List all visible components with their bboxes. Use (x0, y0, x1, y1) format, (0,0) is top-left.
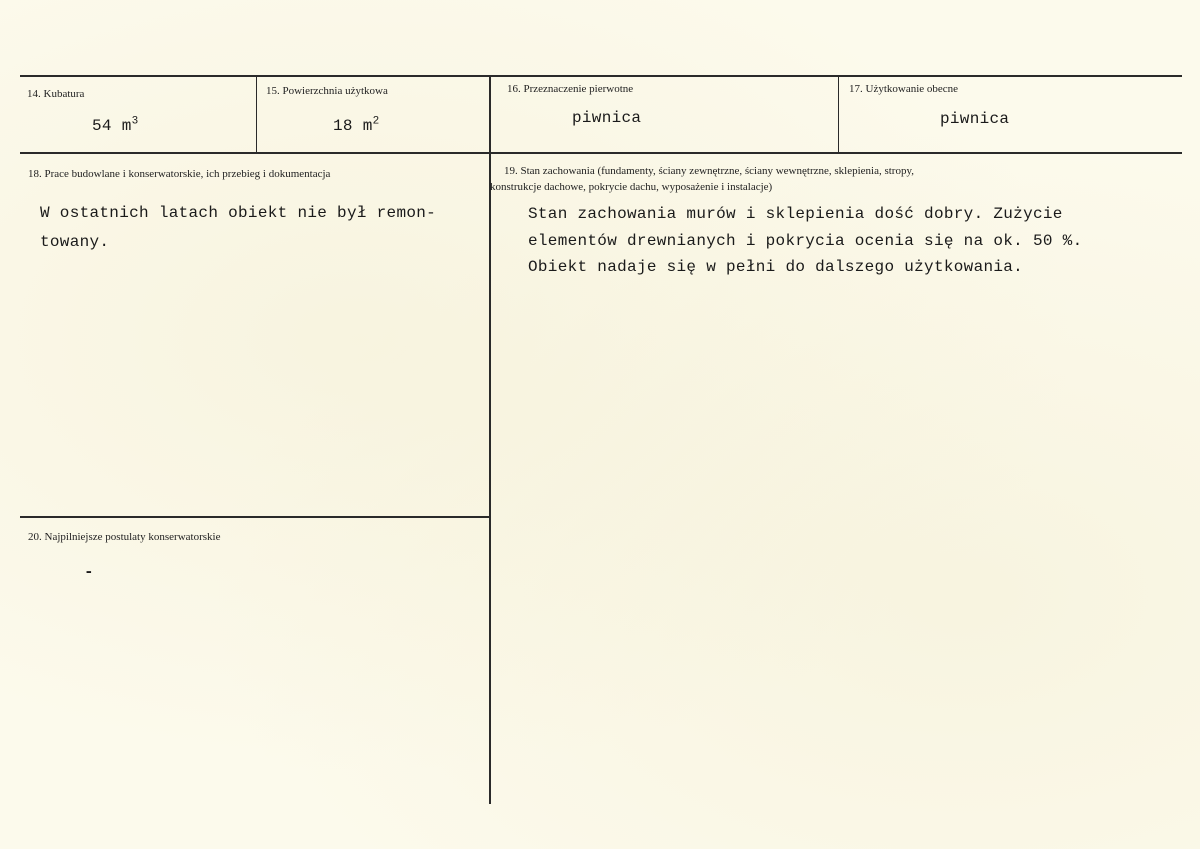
przeznaczenie-label: 16. Przeznaczenie pierwotne (507, 83, 634, 95)
kubatura-unit-exponent: 3 (131, 115, 139, 128)
top-rule (20, 75, 1182, 77)
divider-16-17 (838, 77, 839, 153)
powierzchnia-unit: m (362, 117, 373, 135)
uzytkowanie-label: 17. Użytkowanie obecne (849, 83, 959, 95)
powierzchnia-label: 15. Powierzchnia użytkowa (266, 85, 388, 97)
kubatura-number: 54 (92, 117, 112, 135)
przeznaczenie-value: piwnica (572, 109, 642, 127)
kubatura-label: 14. Kubatura (27, 88, 85, 100)
divider-14-15 (256, 77, 257, 153)
stan-label-line-1: 19. Stan zachowania (fundamenty, ściany zewnętrzne, ściany wewnętrzne, sklepienia, stropy, (504, 165, 915, 177)
stan-line-2: elementów drewnianych i pokrycia ocenia się na ok. 50 %. (528, 232, 1083, 250)
powierzchnia-value (333, 117, 380, 135)
stan-label-line-2: konstrukcje dachowe, pokrycie dachu, wyposażenie i instalacje) (490, 181, 773, 193)
powierzchnia-number: 18 (333, 117, 353, 135)
uzytkowanie-value: piwnica (940, 110, 1010, 128)
section-18-bottom-rule (20, 516, 489, 518)
postulaty-value: - (84, 563, 94, 581)
kubatura-value (92, 117, 139, 135)
stan-line-1: Stan zachowania murów i sklepienia dość dobry. Zużycie (528, 205, 1063, 223)
prace-line-1: W ostatnich latach obiekt nie był remon- (40, 204, 437, 222)
header-bottom-rule (20, 152, 1182, 154)
powierzchnia-unit-exponent: 2 (372, 115, 380, 128)
kubatura-unit: m (121, 117, 132, 135)
postulaty-label: 20. Najpilniejsze postulaty konserwatorskie (28, 531, 221, 543)
stan-line-3: Obiekt nadaje się w pełni do dalszego użytkowania. (528, 258, 1024, 276)
prace-line-2: towany. (40, 233, 110, 251)
prace-label: 18. Prace budowlane i konserwatorskie, ich przebieg i dokumentacja (28, 168, 331, 180)
